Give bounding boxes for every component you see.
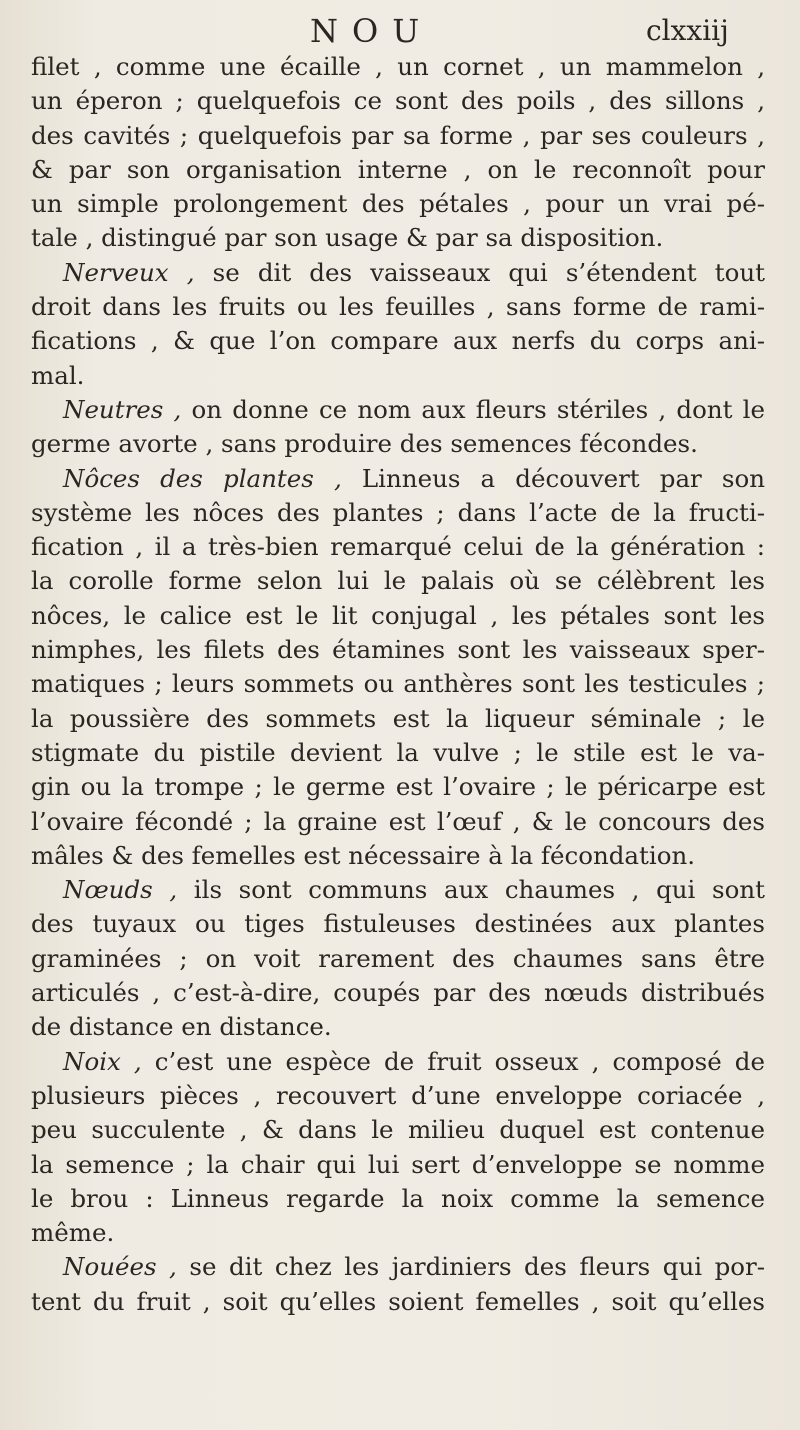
- line-text: germe avorte , sans produire des semences fécondes.: [31, 429, 698, 459]
- text-line: [31, 496, 765, 530]
- line-text: un simple prolongement des pétales , pour un vrai pé-: [31, 189, 765, 219]
- text-line: [31, 221, 765, 255]
- entry-term: Nôces des plantes ,: [63, 463, 342, 493]
- line-text: fications , & que l’on compare aux nerfs du corps ani-: [31, 326, 765, 356]
- line-text: & par son organisation interne , on le reconnoît pour: [31, 154, 765, 184]
- text-line: [31, 564, 765, 598]
- text-line: [31, 290, 765, 324]
- line-text: articulés , c’est-à-dire, coupés par des nœuds distribués: [31, 978, 765, 1008]
- line-text: nimphes, les filets des étamines sont les vaisseaux sper-: [31, 635, 765, 665]
- line-text: nôces, le calice est le lit conjugal , les pétales sont les: [31, 600, 765, 630]
- page-number: clxxiij: [646, 14, 729, 47]
- line-text: l’ovaire fécondé ; la graine est l’œuf , & le concours des: [31, 806, 765, 836]
- text-line: [31, 1045, 765, 1079]
- text-line: [31, 50, 765, 84]
- line-text: on donne ce nom aux fleurs stériles , dont le: [181, 394, 766, 424]
- line-text: plusieurs pièces , recouvert d’une enveloppe coriacée ,: [31, 1080, 765, 1110]
- line-text: la semence ; la chair qui lui sert d’enveloppe se nomme: [31, 1149, 765, 1179]
- text-line: [31, 633, 765, 667]
- line-text: ils sont communs aux chaumes , qui sont: [177, 875, 765, 905]
- running-header: [0, 10, 800, 50]
- text-line: [31, 1250, 765, 1284]
- line-text: c’est une espèce de fruit osseux , composé de: [141, 1046, 765, 1076]
- line-text: peu succulente , & dans le milieu duquel est contenue: [31, 1115, 765, 1145]
- text-line: [31, 462, 765, 496]
- text-line: [31, 599, 765, 633]
- text-line: [31, 1182, 765, 1216]
- text-line: [31, 1079, 765, 1113]
- line-text: Linneus a découvert par son: [341, 463, 765, 493]
- text-line: [31, 942, 765, 976]
- line-text: fication , il a très-bien remarqué celui de la génération :: [31, 532, 765, 562]
- line-text: la poussière des sommets est la liqueur séminale ; le: [31, 703, 765, 733]
- text-line: [31, 667, 765, 701]
- text-line: [31, 1113, 765, 1147]
- text-line: [31, 839, 765, 873]
- line-text: se dit des vaisseaux qui s’étendent tout: [194, 257, 765, 287]
- text-line: [31, 1148, 765, 1182]
- text-line: [31, 427, 765, 461]
- text-line: [31, 256, 765, 290]
- text-line: [31, 530, 765, 564]
- body-text: [31, 50, 765, 1319]
- text-line: [31, 873, 765, 907]
- text-line: [31, 1010, 765, 1044]
- text-line: [31, 702, 765, 736]
- text-line: [31, 976, 765, 1010]
- line-text: se dit chez les jardiniers des fleurs qui por-: [176, 1252, 765, 1282]
- text-line: [31, 393, 765, 427]
- line-text: des tuyaux ou tiges fistuleuses destinées aux plantes: [31, 909, 765, 939]
- line-text: même.: [31, 1218, 115, 1248]
- line-text: graminées ; on voit rarement des chaumes sans être: [31, 943, 765, 973]
- text-line: [31, 1216, 765, 1250]
- entry-term: Nouées ,: [63, 1252, 177, 1282]
- entry-term: Nœuds ,: [63, 875, 178, 905]
- line-text: un éperon ; quelquefois ce sont des poils , des sillons ,: [31, 86, 765, 116]
- line-text: matiques ; leurs sommets ou anthères sont les testicules ;: [31, 669, 765, 699]
- entry-term: Neutres ,: [63, 394, 182, 424]
- line-text: gin ou la trompe ; le germe est l’ovaire ; le péricarpe est: [31, 772, 765, 802]
- text-line: [31, 324, 765, 358]
- text-line: [31, 84, 765, 118]
- text-line: [31, 736, 765, 770]
- line-text: mal.: [31, 360, 85, 390]
- line-text: filet , comme une écaille , un cornet , un mammelon ,: [31, 52, 765, 81]
- line-text: stigmate du pistile devient la vulve ; le stile est le va-: [31, 737, 765, 767]
- text-line: [31, 119, 765, 153]
- text-line: [31, 907, 765, 941]
- line-text: le brou : Linneus regarde la noix comme la semence: [31, 1183, 765, 1213]
- entry-term: Noix ,: [63, 1046, 142, 1076]
- line-text: mâles & des femelles est nécessaire à la fécondation.: [31, 840, 696, 870]
- text-line: [31, 770, 765, 804]
- text-line: [31, 805, 765, 839]
- text-line: [31, 187, 765, 221]
- text-line: [31, 153, 765, 187]
- line-text: droit dans les fruits ou les feuilles , sans forme de rami-: [31, 292, 765, 322]
- line-text: de distance en distance.: [31, 1012, 332, 1042]
- line-text: tent du fruit , soit qu’elles soient femelles , soit qu’elles: [31, 1286, 765, 1316]
- entry-term: Nerveux ,: [63, 257, 195, 287]
- text-line: [31, 359, 765, 393]
- line-text: la corolle forme selon lui le palais où se célèbrent les: [31, 566, 765, 596]
- running-title: NOU: [310, 12, 434, 50]
- line-text: système les nôces des plantes ; dans l’acte de la fructi-: [31, 497, 765, 527]
- line-text: des cavités ; quelquefois par sa forme , par ses couleurs ,: [31, 120, 765, 150]
- line-text: tale , distingué par son usage & par sa disposition.: [31, 223, 664, 253]
- text-line: [31, 1285, 765, 1319]
